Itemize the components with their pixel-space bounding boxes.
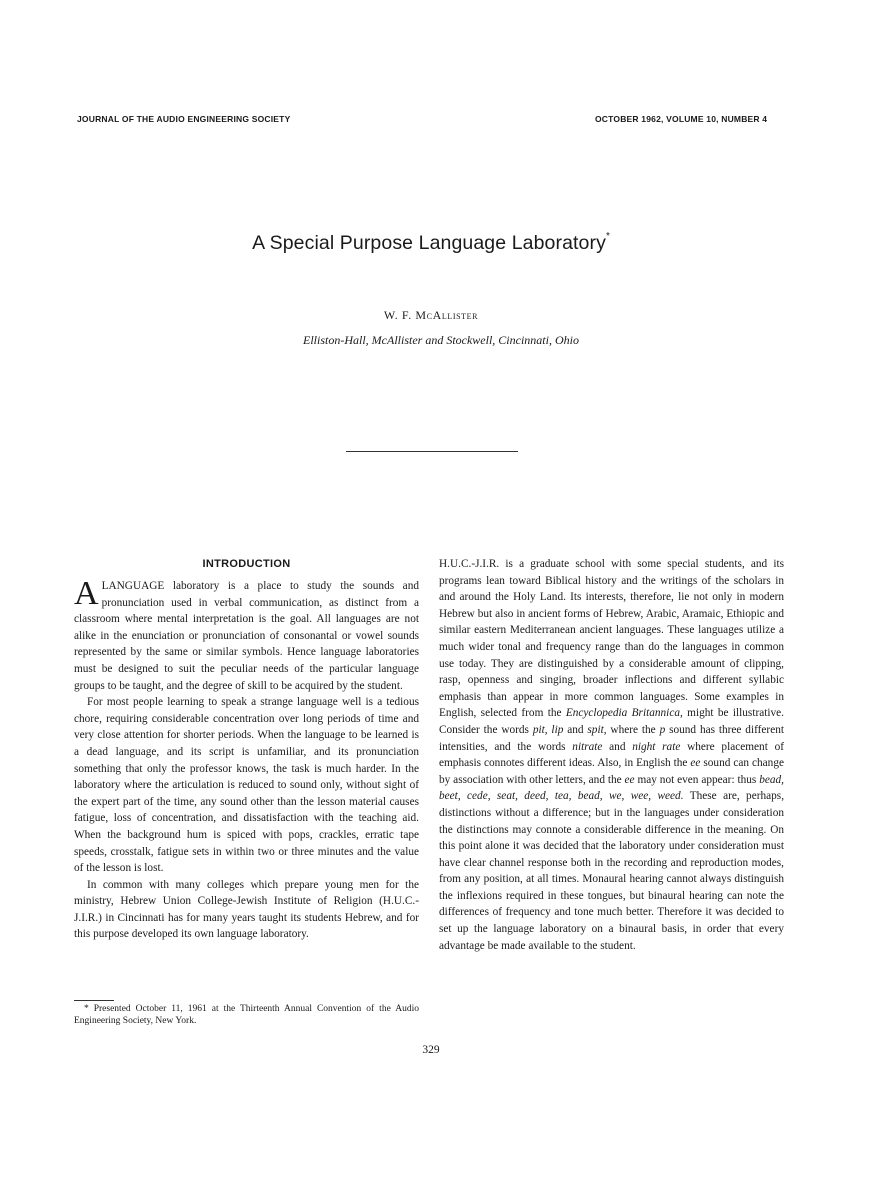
italic-term: p: [659, 723, 666, 736]
drop-cap: A: [74, 575, 99, 612]
italic-term: Encyclopedia Britannica,: [565, 707, 683, 720]
text-run: H.U.C.-J.I.R. is a graduate school with some special students, and its programs lean toward Biblical history and the writings of the scholars in and around the Holy Land. Its interests, therefore, lie not only in modern Hebrew but also in ancient forms of Hebrew, Arabic, Aramaic, Ethiopic and similar eastern Mediterranean ancient languages. These languages utilize a much wider tonal and frequency range than do the languages in common use today. They are distinguished by a considerable amount of clipping, rasp, openness and singing, broader inflections and different syllabic emphasis than appear in more common languages. Some examples in English, selected from the: [439, 558, 784, 720]
italic-term: spit,: [587, 723, 607, 736]
text-run: where the: [606, 723, 660, 736]
section-heading: INTRODUCTION: [202, 558, 291, 570]
journal-name: JOURNAL OF THE AUDIO ENGINEERING SOCIETY: [77, 114, 291, 124]
italic-term: ee: [624, 773, 635, 786]
right-column: [439, 556, 784, 954]
intro-paragraph-3: In common with many colleges which prepare young men for the ministry, Hebrew Union College-Jewish Institute of Religion (H.U.C.-J.I.R.) in Cincinnati has for many years taught its students Hebrew, and for this purpose developed its own language laboratory.: [74, 878, 419, 941]
page-number: 329: [422, 1044, 440, 1056]
text-run: might be illustrative. Consider the words: [439, 707, 784, 736]
text-run: and: [602, 740, 633, 753]
text-run: may not even appear: thus: [634, 773, 760, 786]
footnote: * Presented October 11, 1961 at the Thirteenth Annual Convention of the Audio Engineering Society, New York.: [74, 1004, 419, 1026]
right-paragraph-1: [439, 556, 784, 954]
footnote-rule: [74, 1000, 114, 1001]
intro-paragraph-2: For most people learning to speak a strange language well is a tedious chore, requiring considerable concentration over long periods of time and very close attention for shorter periods. When the language to be learned is a dead language, and its script is unfamiliar, and its pronunciation something that only the professor knows, the task is much harder. In the laboratory where the articulation is reduced to sound only, without sight of the expert part of the time, any sound other than the lesson material causes fatigue, loss of concentration, and dissatisfaction with the teaching aid. When the background hum is spiced with pops, crackles, erratic tape speeds, crosstalk, fatigue sets in within two or three minutes and the value of the lesson is lost.: [74, 696, 419, 875]
intro-paragraph-1-text: LANGUAGE laboratory is a place to study the sounds and pronunciation used in verbal communication, as distinct from a classroom where mental interpretation is the goal. All languages are not alike in the enunciation or pronunciation of consonantal or vowel sounds represented by the same or similar symbols. Hence language laboratories must be designed to suit the peculiar needs of the particular language groups to be taught, and the degree of skill to be acquired by the student.: [74, 580, 419, 692]
text-run: sound has three different intensities, and the words: [439, 723, 784, 753]
italic-term: night rate: [632, 740, 681, 753]
author-affiliation: Elliston-Hall, McAllister and Stockwell, Cincinnati, Ohio: [303, 333, 579, 347]
text-run: sound can change by association with other letters, and the: [439, 757, 784, 786]
text-run: where placement of emphasis connotes different ideas. Also, in English the: [439, 740, 784, 770]
issue-info: OCTOBER 1962, VOLUME 10, NUMBER 4: [595, 114, 768, 124]
text-run: These are, perhaps, distinctions without a difference; but in the languages under consideration the distinctions may connote a considerable difference in the meaning. On this point alone it was decided that the laboratory under consideration must have clear channel response both in the recording and reproduction modes, from any position, at all times. Monaural hearing cannot always distinguish the inflexions required in these tongues, but binaural hearing can note the differences of frequency and tone much better. Therefore it was decided to set up the language laboratory on a binaural basis, in order that every advantage be made available to the student.: [439, 790, 785, 952]
article-title-text: A Special Purpose Language Laboratory: [252, 232, 606, 254]
title-footnote-marker: *: [605, 231, 610, 242]
italic-term: nitrate: [572, 740, 603, 753]
article-title: [0, 231, 862, 255]
italic-term: bead, beet, cede, seat, deed, tea, bead, we, wee, weed.: [439, 773, 784, 803]
text-run: and: [563, 723, 588, 736]
left-column: [74, 556, 419, 943]
italic-term: pit, lip: [532, 723, 564, 736]
intro-paragraph-1: [74, 575, 419, 694]
author-name: W. F. McAllister: [383, 308, 479, 322]
italic-term: ee: [690, 757, 701, 770]
title-divider: [346, 451, 518, 452]
